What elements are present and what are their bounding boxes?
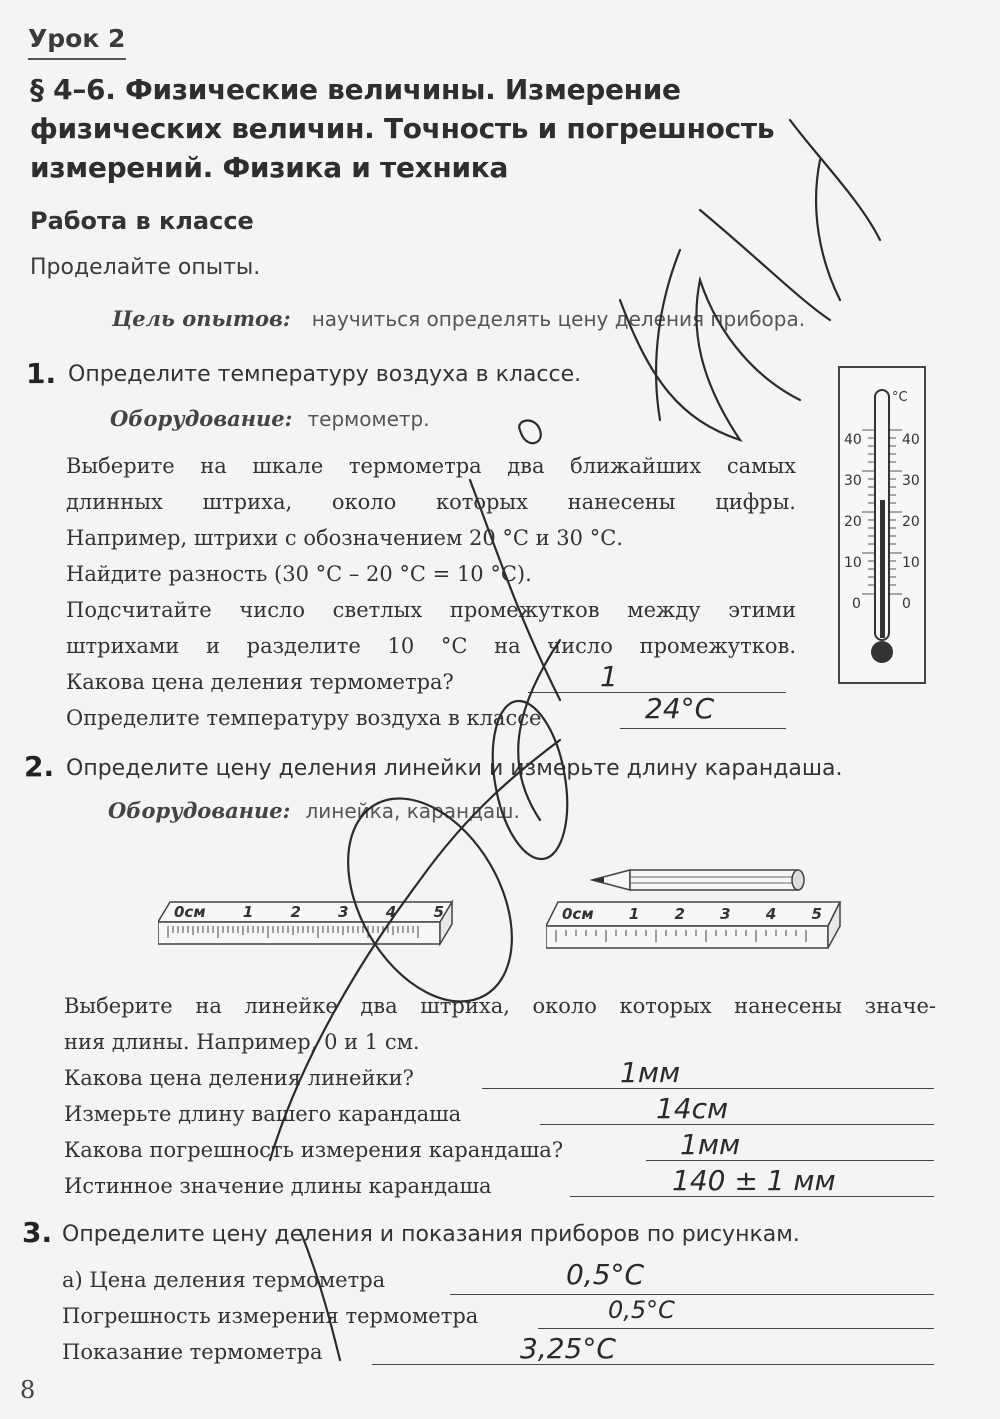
task1-line: штрихами и разделите 10 °С на число промежутков.	[66, 634, 796, 658]
scribble-stroke	[656, 250, 680, 420]
task2-a1-line	[482, 1088, 934, 1089]
tick-label: 40	[902, 432, 920, 448]
ruler-label: 2	[290, 903, 301, 921]
page-number: 8	[20, 1376, 36, 1404]
ruler-right	[546, 896, 846, 956]
tick-label: 0	[902, 596, 911, 612]
tick-label: 30	[844, 473, 862, 489]
task3-title: Определите цену деления и показания приборов по рисункам.	[62, 1222, 800, 1247]
scribble-stroke	[700, 210, 830, 320]
tick-label: 20	[902, 514, 920, 530]
task3-number: 3.	[22, 1216, 53, 1249]
task3-a1-line	[450, 1294, 934, 1295]
task2-number: 2.	[24, 750, 55, 783]
task1-q1: Какова цена деления термометра?	[66, 670, 454, 694]
goal-row	[112, 306, 805, 331]
task3-q1: а) Цена деления термометра	[62, 1268, 386, 1292]
task2-equipment	[108, 798, 520, 823]
task2-title: Определите цену деления линейки и измерьте длину карандаша.	[66, 756, 843, 781]
task1-body	[66, 448, 796, 664]
task2-a1: 1мм	[620, 1056, 681, 1089]
lesson-underline	[28, 58, 126, 60]
task1-line: длинных штриха, около которых нанесены цифры.	[66, 490, 796, 514]
tick-label: 20	[844, 514, 862, 530]
ruler-label: 0см	[174, 903, 206, 921]
ruler-label: 1	[242, 903, 254, 921]
task2-equipment-label: Оборудование:	[108, 798, 291, 823]
task1-number: 1.	[26, 357, 57, 390]
thermometer-unit: °C	[892, 390, 908, 405]
task1-a2-line	[620, 728, 786, 729]
tick-label: 10	[844, 555, 862, 571]
task2-a2: 14см	[656, 1092, 729, 1125]
ruler-left	[158, 896, 458, 956]
page-title: § 4–6. Физические величины. Измерение физических величин. Точность и погрешность измерений. Физика и техника	[30, 73, 775, 184]
tick-label: 30	[902, 473, 920, 489]
goal-text: научиться определять цену деления прибора.	[311, 307, 806, 331]
task3-a3-line	[372, 1364, 934, 1365]
task1-line: Например, штрихи с обозначением 20 °С и 30 °С.	[66, 526, 623, 550]
task2-a2-line	[540, 1124, 934, 1125]
task2-q1: Какова цена деления линейки?	[64, 1066, 414, 1090]
task1-a1: 1	[600, 660, 618, 693]
task3-q2: Погрешность измерения термометра	[62, 1304, 479, 1328]
task1-equipment-label: Оборудование:	[110, 406, 293, 431]
pencil-drawing	[590, 864, 810, 896]
ruler-label: 0см	[562, 905, 594, 923]
ruler-label: 3	[720, 905, 731, 923]
tick-label: 0	[852, 596, 861, 612]
task2-q2: Измерьте длину вашего карандаша	[64, 1102, 462, 1126]
tick-label: 40	[844, 432, 862, 448]
task3-a3: 3,25°С	[520, 1332, 616, 1365]
ruler-label: 5	[433, 903, 444, 921]
instruction: Проделайте опыты.	[30, 255, 261, 280]
task3-a2: 0,5°С	[608, 1296, 675, 1324]
ruler-label: 2	[674, 905, 685, 923]
ruler-left-labels	[174, 903, 444, 921]
thermometer-left-scale	[844, 420, 862, 625]
task2-line: Выберите на линейке два штриха, около которых нанесены значе-	[64, 994, 936, 1018]
scribble-stroke	[519, 421, 541, 444]
task2-body	[64, 988, 936, 1060]
ruler-label: 1	[628, 905, 640, 923]
task1-equipment	[110, 406, 430, 431]
ruler-label: 5	[811, 905, 822, 923]
task2-q3: Какова погрешность измерения карандаша?	[64, 1138, 564, 1162]
ruler-label: 4	[765, 905, 777, 923]
task1-q2: Определите температуру воздуха в классе	[66, 706, 542, 730]
task1-title: Определите температуру воздуха в классе.	[68, 362, 582, 387]
task2-line: ния длины. Например, 0 и 1 см.	[64, 1030, 420, 1054]
thermometer-right-scale	[902, 420, 920, 625]
goal-label: Цель опытов:	[112, 306, 291, 331]
task3-q3: Показание термометра	[62, 1340, 323, 1364]
tick-label: 10	[902, 555, 920, 571]
task1-line: Подсчитайте число светлых промежутков между этими	[66, 598, 796, 622]
task1-line: Найдите разность (30 °С – 20 °С = 10 °С).	[66, 562, 532, 586]
task2-a4: 140 ± 1 мм	[672, 1164, 836, 1197]
task2-q4: Истинное значение длины карандаша	[64, 1174, 492, 1198]
ruler-label: 3	[338, 903, 349, 921]
ruler-right-labels	[562, 905, 822, 923]
task3-a1: 0,5°С	[566, 1258, 645, 1291]
task2-a3: 1мм	[680, 1128, 741, 1161]
scribble-stroke	[620, 280, 800, 440]
task2-equipment-text: линейка, карандаш.	[305, 799, 520, 823]
task3-a2-line	[538, 1328, 934, 1329]
section-heading: Работа в классе	[30, 207, 254, 235]
thermometer-figure	[838, 366, 926, 684]
task1-equipment-text: термометр.	[307, 407, 430, 431]
lesson-label: Урок 2	[28, 24, 126, 53]
pencil-figure	[590, 864, 810, 896]
task1-line: Выберите на шкале термометра два ближайших самых	[66, 454, 796, 478]
task1-a2: 24°С	[645, 692, 715, 725]
ruler-label: 4	[385, 903, 397, 921]
